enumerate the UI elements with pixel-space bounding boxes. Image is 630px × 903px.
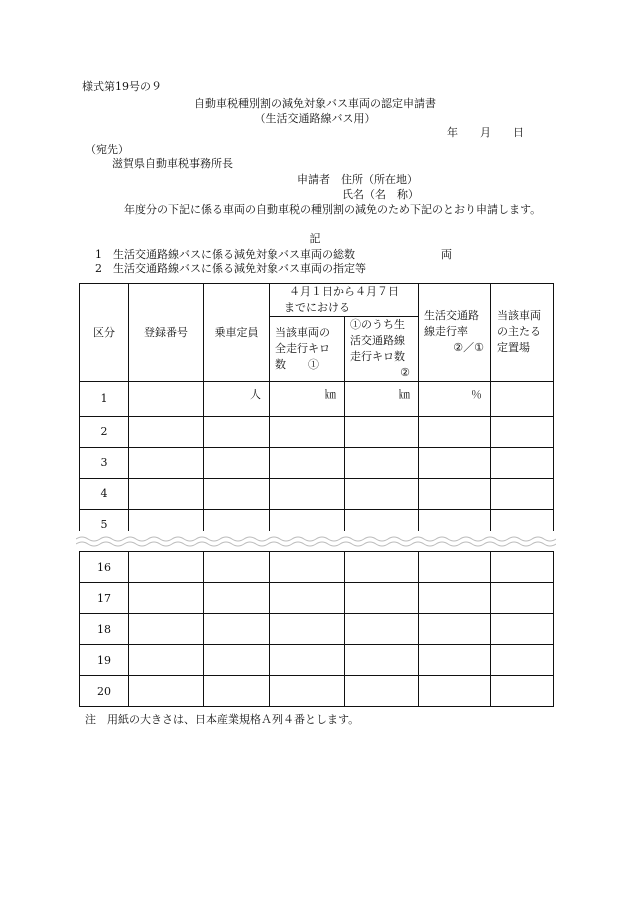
capacity-cell[interactable]	[204, 676, 270, 707]
header-route-km-line4: ②	[400, 365, 410, 379]
footnote: 注 用紙の大きさは、日本産業規格Ａ列４番とします。	[85, 713, 360, 726]
route-km-cell[interactable]	[345, 478, 419, 509]
row-number: 4	[80, 478, 129, 509]
route-km-cell[interactable]	[345, 447, 419, 478]
header-route-km	[345, 316, 419, 381]
total-km-cell[interactable]	[270, 645, 345, 676]
capacity-cell[interactable]: 人	[204, 381, 270, 416]
header-storage-line2: の主たる	[497, 325, 541, 339]
applicant-address-label: 申請者 住所（所在地）	[297, 173, 418, 186]
header-registration: 登録番号	[129, 284, 204, 382]
total-km-cell[interactable]	[270, 478, 345, 509]
storage-cell[interactable]	[491, 614, 554, 645]
ratio-cell[interactable]	[419, 676, 491, 707]
route-km-cell[interactable]	[345, 676, 419, 707]
storage-cell[interactable]	[491, 447, 554, 478]
total-km-cell[interactable]	[270, 447, 345, 478]
row-number: 5	[80, 509, 129, 540]
route-km-cell[interactable]	[345, 583, 419, 614]
total-km-cell[interactable]	[270, 614, 345, 645]
registration-cell[interactable]	[129, 447, 204, 478]
capacity-cell[interactable]	[204, 583, 270, 614]
row-number: 3	[80, 447, 129, 478]
table-row	[80, 676, 554, 707]
table-row	[80, 552, 554, 583]
capacity-cell[interactable]	[204, 614, 270, 645]
route-km-cell[interactable]	[345, 552, 419, 583]
registration-cell[interactable]	[129, 676, 204, 707]
registration-cell[interactable]	[129, 614, 204, 645]
row-number: 18	[80, 614, 129, 645]
ratio-cell[interactable]	[419, 478, 491, 509]
ratio-cell[interactable]: ％	[419, 381, 491, 416]
row-number: 20	[80, 676, 129, 707]
header-route-km-line3: 走行キロ数	[350, 349, 405, 363]
ratio-cell[interactable]	[419, 416, 491, 447]
total-km-cell[interactable]	[270, 552, 345, 583]
storage-cell[interactable]	[491, 583, 554, 614]
table-row	[80, 583, 554, 614]
table-break-wave-icon	[76, 531, 556, 551]
date-day: 日	[513, 126, 524, 139]
capacity-cell[interactable]	[204, 645, 270, 676]
storage-cell[interactable]	[491, 645, 554, 676]
row-number: 2	[80, 416, 129, 447]
form-number: 様式第19号の９	[82, 80, 162, 93]
ratio-cell[interactable]	[419, 614, 491, 645]
route-km-cell[interactable]	[345, 416, 419, 447]
capacity-cell[interactable]	[204, 552, 270, 583]
document-subtitle: （生活交通路線バス用）	[254, 112, 376, 125]
vehicle-table-top	[79, 283, 554, 541]
storage-cell[interactable]	[491, 416, 554, 447]
header-route-km-line1: ①のうち生	[350, 317, 405, 331]
table-row	[80, 416, 554, 447]
total-km-cell[interactable]	[270, 583, 345, 614]
table-row	[80, 645, 554, 676]
item-1-text: 生活交通路線バスに係る減免対象バス車両の総数	[113, 248, 355, 261]
item-2-number: 2	[95, 262, 102, 275]
ratio-cell[interactable]	[419, 552, 491, 583]
registration-cell[interactable]	[129, 583, 204, 614]
registration-cell[interactable]	[129, 416, 204, 447]
row-number: 1	[80, 381, 129, 416]
ratio-cell[interactable]	[419, 645, 491, 676]
addressee-label: （宛先）	[85, 143, 129, 156]
header-total-km-line3: 数 ①	[275, 357, 319, 371]
header-ratio	[419, 284, 491, 382]
ki-heading: 記	[309, 232, 321, 245]
registration-cell[interactable]	[129, 645, 204, 676]
vehicle-table-bottom	[79, 551, 554, 707]
header-total-km-line1: 当該車両の	[275, 325, 330, 339]
header-storage-line3: 定置場	[497, 341, 530, 355]
storage-cell[interactable]	[491, 676, 554, 707]
capacity-cell[interactable]	[204, 447, 270, 478]
registration-cell[interactable]	[129, 381, 204, 416]
body-text: 年度分の下記に係る車両の自動車税の種別割の減免のため下記のとおり申請します。	[124, 203, 542, 216]
header-total-km-line2: 全走行キロ	[275, 341, 330, 355]
item-1-unit: 両	[441, 248, 452, 261]
applicant-name-label: 氏名（名 称）	[342, 188, 419, 201]
header-period	[270, 284, 419, 317]
header-ratio-line1: 生活交通路	[424, 309, 479, 323]
table-break-gap	[76, 531, 556, 551]
header-period-line2: までにおける	[284, 300, 350, 314]
route-km-cell[interactable]	[345, 645, 419, 676]
ratio-cell[interactable]	[419, 583, 491, 614]
route-km-cell[interactable]	[345, 614, 419, 645]
storage-cell[interactable]	[491, 552, 554, 583]
item-1	[95, 248, 355, 261]
registration-cell[interactable]	[129, 552, 204, 583]
total-km-cell[interactable]	[270, 676, 345, 707]
row-number: 19	[80, 645, 129, 676]
header-total-km	[270, 316, 345, 381]
date-line	[447, 126, 546, 139]
table-row	[80, 478, 554, 509]
header-route-km-line2: 活交通路線	[350, 333, 405, 347]
table-row	[80, 381, 554, 416]
header-storage	[491, 284, 554, 382]
capacity-cell[interactable]	[204, 416, 270, 447]
date-month: 月	[480, 126, 491, 139]
row-number: 16	[80, 552, 129, 583]
date-year: 年	[447, 126, 458, 139]
header-kubun: 区分	[80, 284, 129, 382]
row-number: 17	[80, 583, 129, 614]
header-storage-line1: 当該車両	[497, 309, 541, 323]
header-capacity: 乗車定員	[204, 284, 270, 382]
header-ratio-line3: ②／①	[453, 341, 484, 355]
ratio-cell[interactable]	[419, 447, 491, 478]
table-row	[80, 614, 554, 645]
addressee: 滋賀県自動車税事務所長	[112, 157, 233, 170]
total-km-cell[interactable]: ㎞	[270, 381, 345, 416]
header-period-line1: ４月１日から４月７日	[289, 285, 399, 298]
route-km-cell[interactable]: ㎞	[345, 381, 419, 416]
storage-cell[interactable]	[491, 381, 554, 416]
table-row	[80, 447, 554, 478]
item-2-text: 生活交通路線バスに係る減免対象バス車両の指定等	[113, 262, 366, 275]
capacity-cell[interactable]	[204, 478, 270, 509]
registration-cell[interactable]	[129, 478, 204, 509]
item-2	[95, 262, 366, 275]
item-1-number: 1	[95, 248, 102, 261]
storage-cell[interactable]	[491, 478, 554, 509]
header-ratio-line2: 線走行率	[424, 325, 468, 339]
document-title: 自動車税種別割の減免対象バス車両の認定申請書	[194, 97, 436, 110]
total-km-cell[interactable]	[270, 416, 345, 447]
